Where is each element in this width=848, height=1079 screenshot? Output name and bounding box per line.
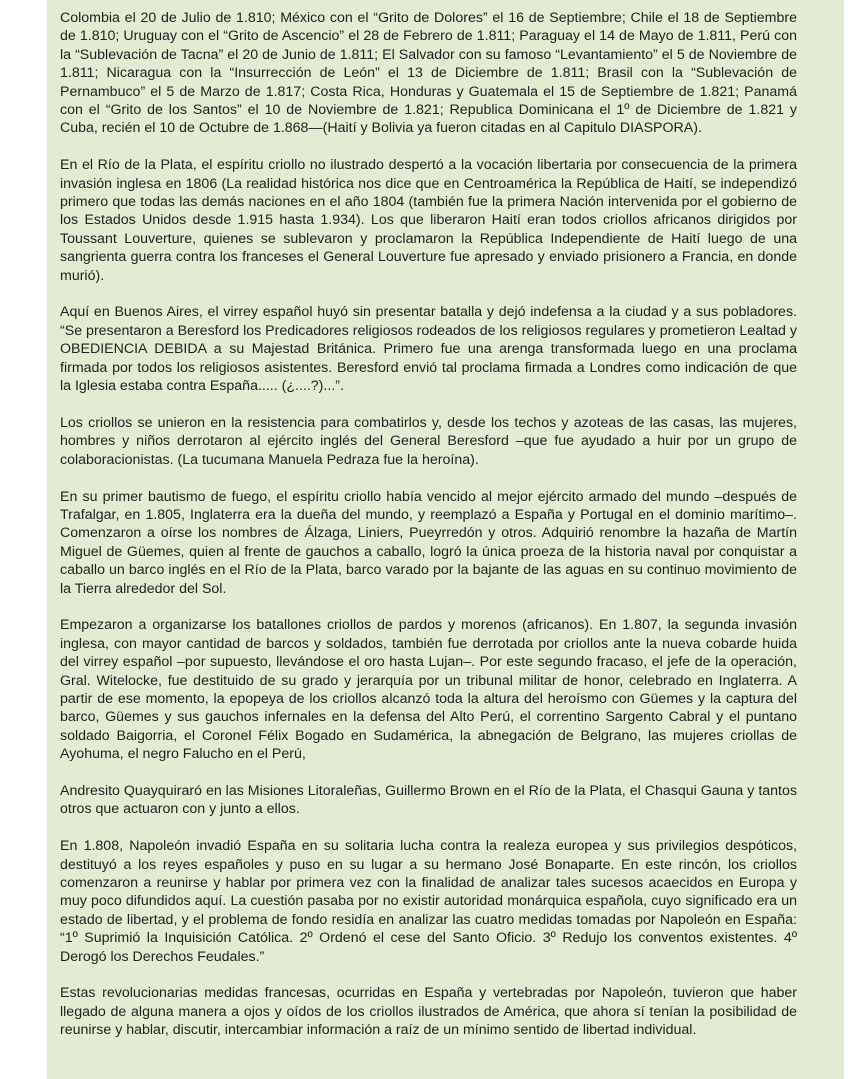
paragraph-andresito: Andresito Quayquiraró en las Misiones Litoraleñas, Guillermo Brown en el Río de la Plata, el Chasqui Gauna y tantos otros que actuaron con y junto a ellos. <box>60 782 797 818</box>
paragraph-buenos-aires: Aquí en Buenos Aires, el virrey español huyó sin presentar batalla y dejó indefensa a la ciudad y a sus pobladores. “Se presentaron a Beresford los Predicadores religiosos rodeados de los religiosos regulares y prometieron Lealtad y OBEDIENCIA DEBIDA a su Majestad Británica. Primero fue una arenga transformada luego en una proclama firmada por todos los religiosos asistentes. Beresford envió tal proclama firmada a Londres como indicación de que la Iglesia estaba contra España..... (¿....?)...”. <box>60 304 797 395</box>
paragraph-rio-de-la-plata: En el Río de la Plata, el espíritu criollo no ilustrado despertó a la vocación libertaria por consecuencia de la primera invasión inglesa en 1806 (La realidad histórica nos dice que en Centroamérica la República de Haití, se independizó primero que todas las demás naciones en el año 1804 (también fue la primera Nación intervenida por el gobierno de los Estados Unidos desde 1.915 hasta 1.934). Los que liberaron Haití eran todos criollos africanos dirigidos por Toussant Louverture, quienes se sublevaron y proclamaron la República Independiente de Haití luego de una sangrienta guerra contra los franceses el General Louverture fue apresado y enviado prisionero a Francia, en donde murió). <box>60 157 797 284</box>
paragraph-independence-dates: Colombia el 20 de Julio de 1.810; México con el “Grito de Dolores” el 16 de Septiembre; Chile el 18 de Septiembre de 1.810; Uruguay con el “Grito de Ascencio” el 28 de Febrero de 1.811; Paraguay el 14 de Mayo de 1.811, Perú con la “Sublevación de Tacna” el 20 de Junio de 1.811; El Salvador con su famoso “Levantamiento” el 5 de Noviembre de 1.811; Nicaragua con la “Insurrección de León” el 13 de Diciembre de 1.811; Brasil con la “Sublevación de Pernambuco” el 5 de Marzo de 1.817; Costa Rica, Honduras y Guatemala el 15 de Septiembre de 1.821; Panamá con el “Grito de los Santos” el 10 de Noviembre de 1.821; Republica Dominicana el 1º de Diciembre de 1.821 y Cuba, recién el 10 de Octubre de 1.868—(Haití y Bolivia ya fueron citadas en al Capitulo DIASPORA). <box>60 10 797 137</box>
paragraph-revolutionary-measures: Estas revolucionarias medidas francesas, ocurridas en España y vertebradas por Napoleón, tuvieron que haber llegado de alguna manera a ojos y oídos de los criollos ilustrados de América, que ahora sí tenían la posibilidad de reunirse y hablar, discutir, intercambiar información a raíz de un mínimo sentido de libertad individual. <box>60 985 797 1039</box>
document-body <box>60 9 797 1058</box>
document-page <box>47 0 844 1079</box>
paragraph-baptism-of-fire: En su primer bautismo de fuego, el espíritu criollo había vencido al mejor ejército armado del mundo –después de Trafalgar, en 1.805, Inglaterra era la dueña del mundo, y reemplazó a España y Portugal en el dominio marítimo–. Comenzaron a oírse los nombres de Álzaga, Liniers, Pueyrredón y otros. Adquirió renombre la hazaña de Martín Miguel de Güemes, quien al frente de gauchos a caballo, logró la única proeza de la historia naval por conquistar a caballo un barco inglés en el Río de la Plata, barco varado por la bajante de las aguas en su continuo movimiento de la Tierra alrededor del Sol. <box>60 488 797 597</box>
paragraph-napoleon: En 1.808, Napoleón invadió España en su solitaria lucha contra la realeza europea y sus privilegios despóticos, destituyó a los reyes españoles y puso en su lugar a su hermano José Bonaparte. En este rincón, los criollos comenzaron a reunirse y hablar por primera vez con la finalidad de analizar tales sucesos acaecidos en Europa y muy poco difundidos aquí. La cuestión pasaba por no existir autoridad monárquica española, cuyo significado era un estado de libertad, y el problema de fondo residía en analizar las cuatro medidas tomadas por Napoleón en España: “1º Suprimió la Inquisición Católica. 2º Ordenó el cese del Santo Oficio. 3º Redujo los conventos existentes. 4º Derogó los Derechos Feudales.” <box>60 838 797 965</box>
paragraph-second-invasion: Empezaron a organizarse los batallones criollos de pardos y morenos (africanos). En 1.807, la segunda invasión inglesa, con mayor cantidad de barcos y soldados, también fue derrotada por criollos ante la nueva cobarde huida del virrey español –por supuesto, llevándose el oro hasta Lujan–. Por este segundo fracaso, el jefe de la operación, Gral. Witelocke, fue destituido de su grado y jerarquía por un tribunal militar de honor, celebrado en Inglaterra. A partir de ese momento, la epopeya de los criollos alcanzó toda la altura del heroísmo con Güemes y la captura del barco, Güemes y sus gauchos infernales en la defensa del Alto Perú, el correntino Sargento Cabral y el puntano soldado Baigorria, el Coronel Félix Bogado en Sudamérica, la abnegación de Belgrano, las mujeres criollas de Ayohuma, el negro Falucho en el Perú, <box>60 617 797 763</box>
paragraph-resistance: Los criollos se unieron en la resistencia para combatirlos y, desde los techos y azoteas de las casas, las mujeres, hombres y niños derrotaron al ejército inglés del General Beresford –que fue ayudado a huir por un grupo de colaboracionistas. (La tucumana Manuela Pedraza fue la heroína). <box>60 414 797 468</box>
